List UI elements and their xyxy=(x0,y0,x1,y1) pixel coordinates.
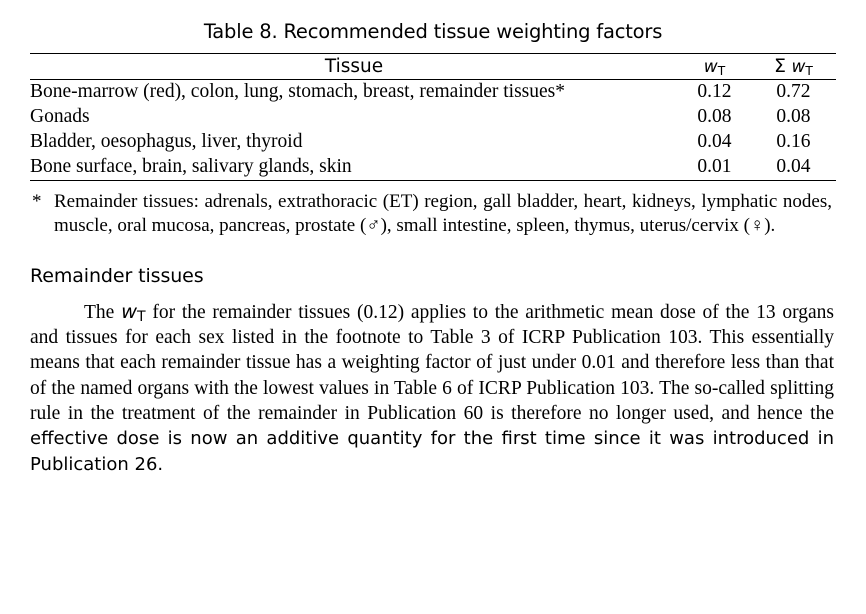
symbol-wt xyxy=(121,300,146,323)
cell-tissue: Bone-marrow (red), colon, lung, stomach, breast, remainder tissues* xyxy=(30,81,566,102)
table-row xyxy=(30,130,836,155)
cell-tissue: Bone surface, brain, salivary glands, skin xyxy=(30,155,678,181)
table-header-row xyxy=(30,54,836,80)
cell-wt: 0.12 xyxy=(697,81,732,102)
column-header-wt: $w_T$ xyxy=(678,54,751,80)
paragraph-text-emphasis: effective dose is now an additive quantity for the first time since it was introduced in Publication 26. xyxy=(30,428,834,475)
section-heading: Remainder tissues xyxy=(30,264,204,287)
table-row xyxy=(30,155,836,181)
table-row xyxy=(30,80,836,106)
cell-wt: 0.08 xyxy=(697,106,732,127)
symbol-subscript-t: T xyxy=(137,308,146,325)
cell-tissue: Gonads xyxy=(30,106,90,127)
cell-sum-wt: 0.04 xyxy=(751,155,836,181)
column-header-tissue: Tissue xyxy=(30,54,678,80)
paragraph-text-main: for the remainder tissues (0.12) applies to the arithmetic mean dose of the 13 organs and tissues for each sex listed in the footnote to Table 3 of ICRP Publication 103. This essentially means that each remainder tissue has a weighting factor of just under 0.01 and therefore less than that of the named organs with the lowest values in Table 6 of ICRP Publication 103. The so-called splitting rule in the treatment of the remainder in Publication 60 is therefore no longer used, and hence the xyxy=(30,301,834,424)
cell-wt: 0.04 xyxy=(697,131,732,152)
cell-tissue: Bladder, oesophagus, liver, thyroid xyxy=(30,131,303,152)
cell-sum-wt: 0.08 xyxy=(776,106,811,127)
column-header-sum-wt: Σ $w_T$ xyxy=(751,54,836,80)
cell-wt: 0.01 xyxy=(678,155,751,181)
cell-sum-wt: 0.72 xyxy=(776,81,811,102)
table-footnote xyxy=(30,190,836,239)
body-paragraph xyxy=(30,299,836,477)
footnote-marker: * xyxy=(32,191,42,212)
symbol-w: w xyxy=(121,299,138,323)
tissue-weighting-table xyxy=(30,53,836,181)
table-caption: Table 8. Recommended tissue weighting factors xyxy=(203,20,663,43)
footnote-text: Remainder tissues: adrenals, extrathoracic (ET) region, gall bladder, heart, kidneys, lymphatic nodes, muscle, oral mucosa, pancreas, prostate (♂), small intestine, spleen, thymus, uterus/cervix (♀). xyxy=(54,191,832,237)
cell-sum-wt: 0.16 xyxy=(776,131,811,152)
table-row xyxy=(30,105,836,130)
tissue-weighting-table-wrapper xyxy=(30,53,836,181)
paragraph-text-lead: The xyxy=(84,301,122,323)
